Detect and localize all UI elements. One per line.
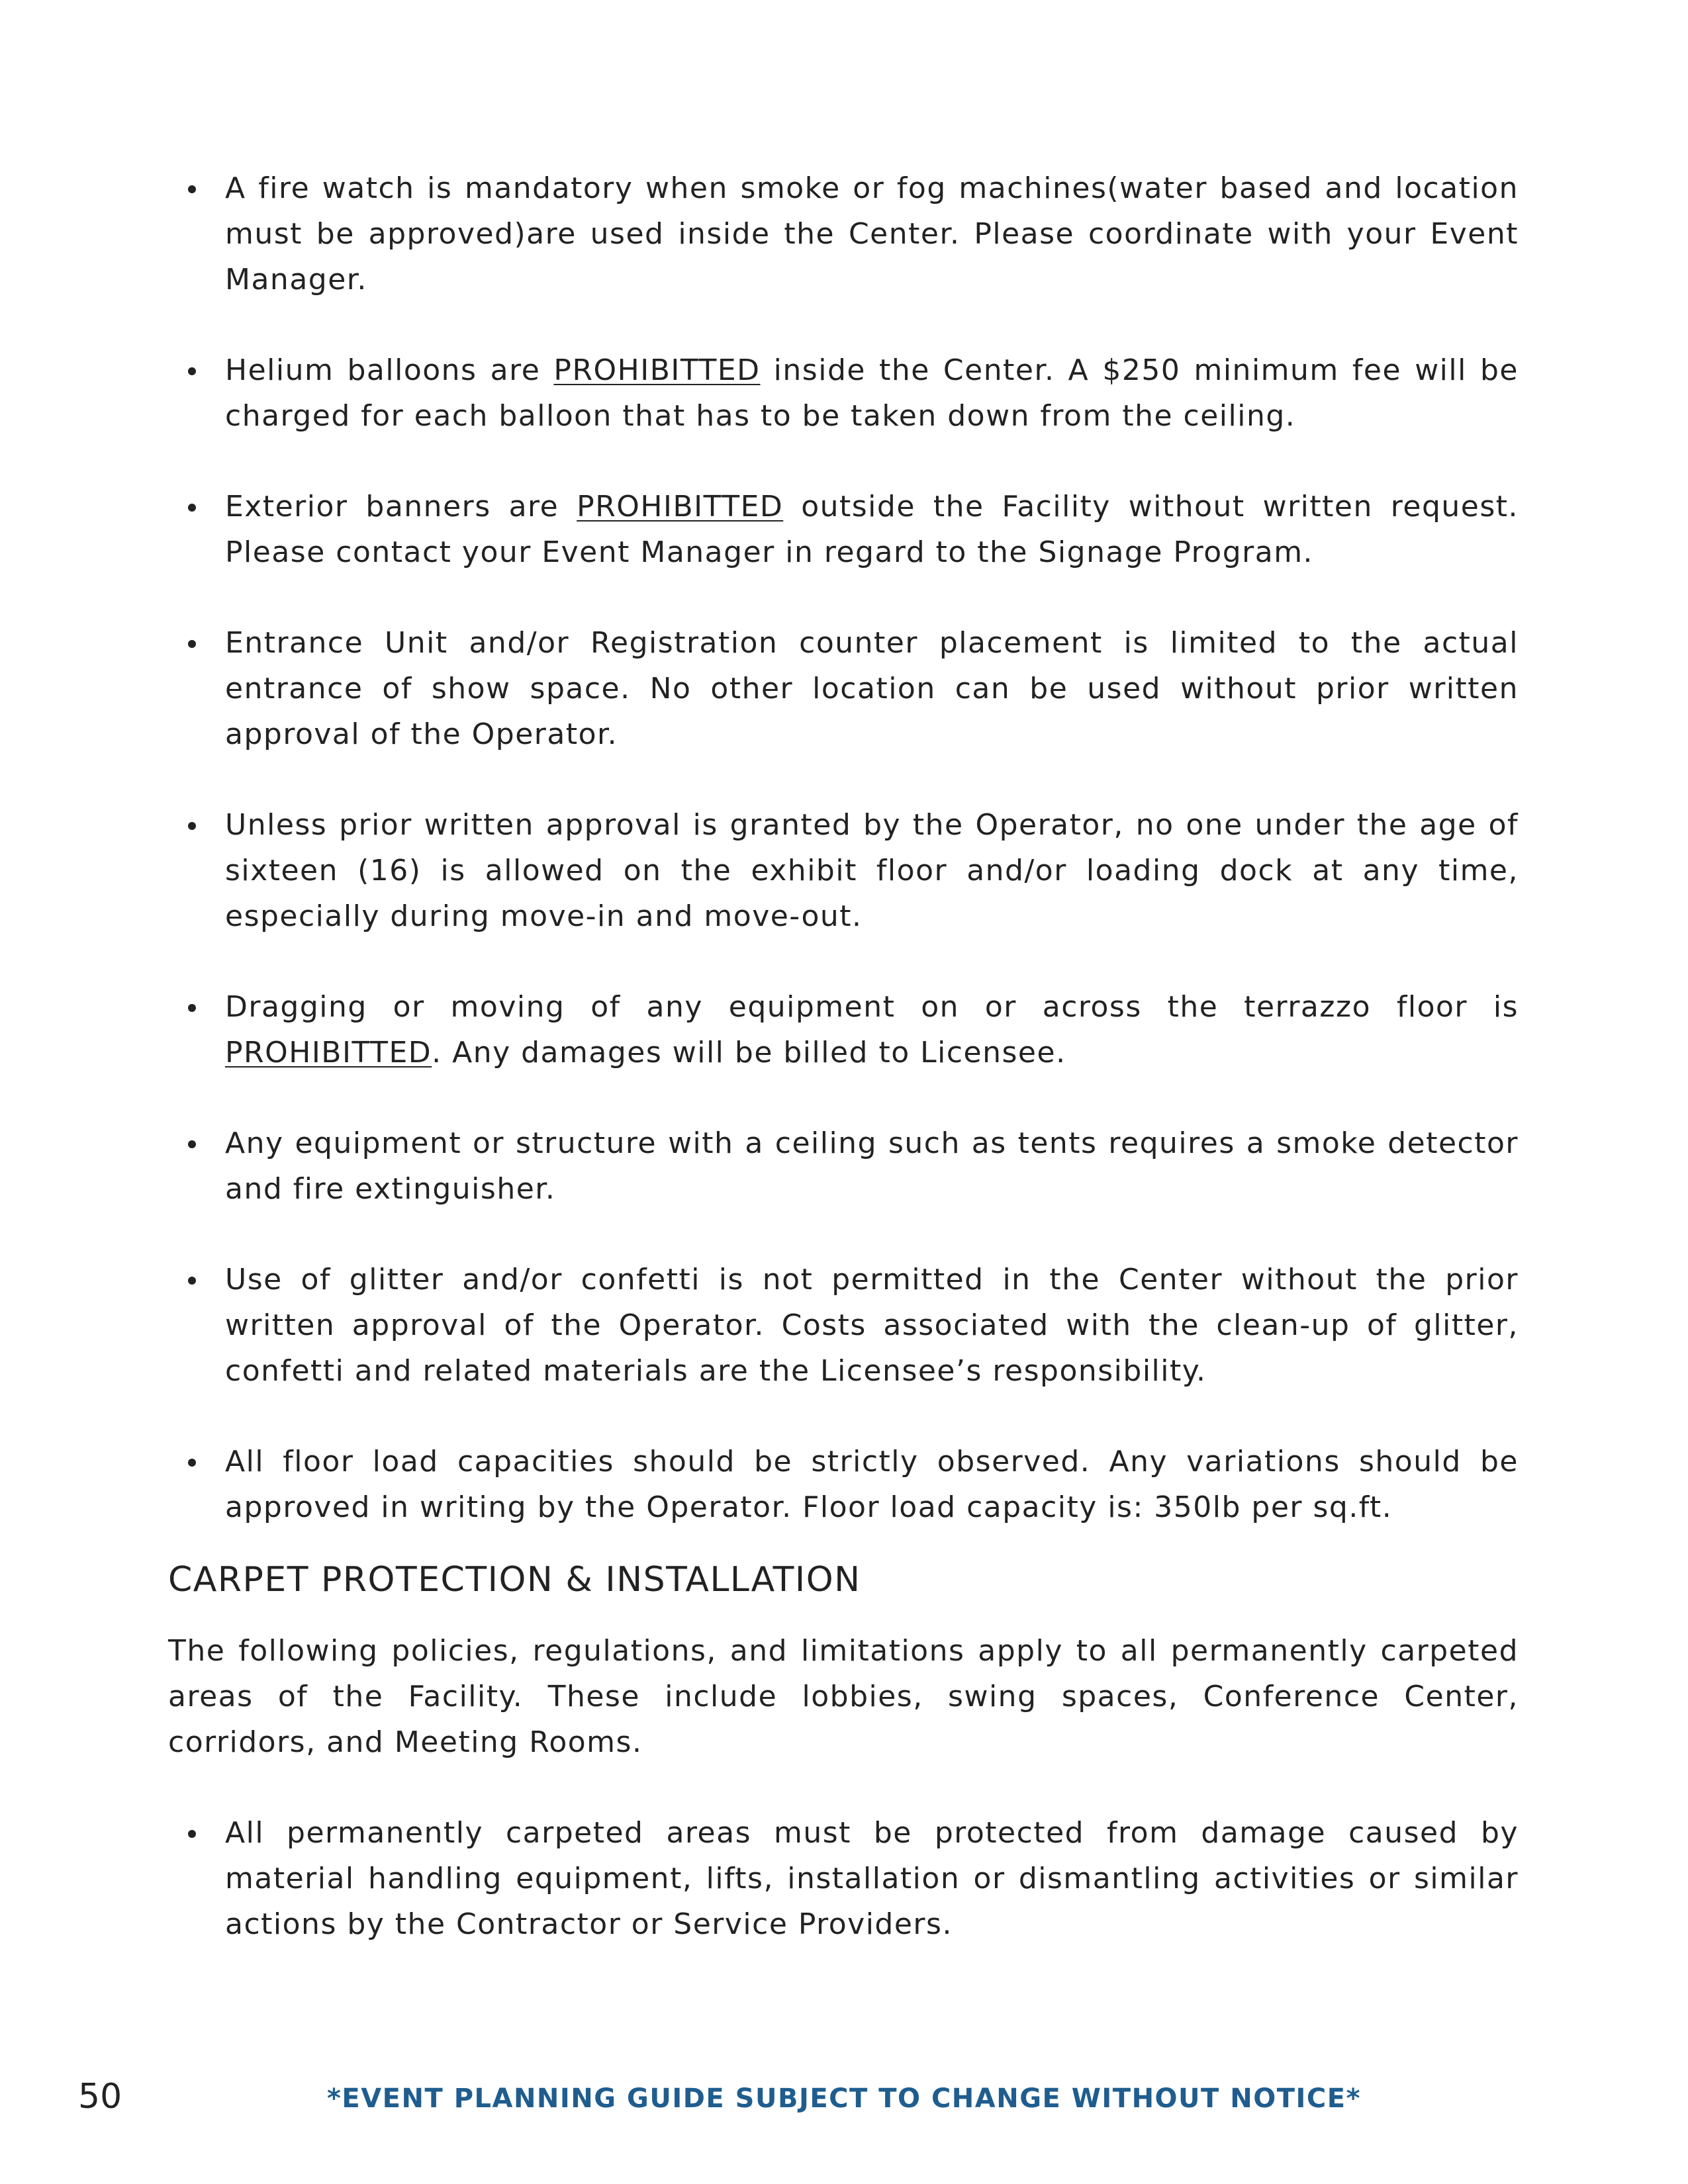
page-number: 50 [78, 2077, 122, 2116]
emphasis-text: PROHIBITTED [577, 490, 784, 523]
bullet-icon [188, 1140, 196, 1148]
bullet-icon [188, 1459, 196, 1467]
list-item [168, 620, 1519, 757]
emphasis-text: PROHIBITTED [225, 1036, 432, 1069]
bullet-icon [188, 1004, 196, 1012]
list-item [168, 165, 1519, 302]
bullet-icon [188, 367, 196, 375]
list-item [168, 984, 1519, 1075]
item-text: A fire watch is mandatory when smoke or fog machines(water based and location must be approved)are used inside the Center. Please coordinate with your Event Manager. [225, 171, 1519, 296]
item-text: inside the Center. A $250 minimum fee will be charged for each balloon that has to be taken down from the ceiling. [225, 353, 1519, 433]
bullet-icon [188, 504, 196, 512]
item-text: Entrance Unit and/or Registration counter placement is limited to the actual entrance of show space. No other location can be used without prior written approval of the Operator. [225, 626, 1519, 751]
bullet-icon [188, 640, 196, 648]
carpet-rules-list [168, 1810, 1519, 1947]
item-text: Helium balloons are [225, 353, 554, 387]
item-text: . Any damages will be billed to Licensee. [432, 1036, 1066, 1069]
list-item [168, 1257, 1519, 1394]
item-text: Any equipment or structure with a ceiling such as tents requires a smoke detector and fire extinguisher. [225, 1126, 1519, 1206]
list-item [168, 1810, 1519, 1947]
item-text: All permanently carpeted areas must be protected from damage caused by material handling equipment, lifts, installation or dismantling activities or similar actions by the Contractor or Service Providers. [225, 1816, 1519, 1941]
footer-disclaimer: *EVENT PLANNING GUIDE SUBJECT TO CHANGE WITHOUT NOTICE* [326, 2083, 1361, 2114]
bullet-icon [188, 185, 196, 193]
page-content [168, 165, 1519, 1947]
rules-list [168, 165, 1519, 1530]
item-text: Unless prior written approval is granted by the Operator, no one under the age of sixteen (16) is allowed on the exhibit floor and/or loading dock at any time, especially during move-in and move-out. [225, 808, 1519, 933]
item-text: Exterior banners are [225, 490, 577, 523]
bullet-icon [188, 1277, 196, 1285]
emphasis-text: PROHIBITTED [553, 353, 761, 387]
list-item [168, 484, 1519, 575]
item-text: outside the Facility without written request. Please contact your Event Manager in regard to the Signage Program. [225, 490, 1519, 569]
bullet-icon [188, 822, 196, 830]
section-intro: The following policies, regulations, and limitations apply to all permanently carpeted areas of the Facility. These include lobbies, swing spaces, Conference Center, corridors, and Meeting Rooms. [168, 1634, 1519, 1759]
list-item [168, 1120, 1519, 1212]
section-title: CARPET PROTECTION & INSTALLATION [168, 1560, 861, 1600]
list-item [168, 802, 1519, 939]
list-item [168, 1439, 1519, 1530]
item-text: All floor load capacities should be strictly observed. Any variations should be approved in writing by the Operator. Floor load capacity is: 350lb per sq.ft. [225, 1445, 1519, 1524]
item-text: Use of glitter and/or confetti is not permitted in the Center without the prior written approval of the Operator. Costs associated with the clean-up of glitter, confetti and related materials are the Licensee’s responsibility. [225, 1263, 1519, 1388]
list-item [168, 347, 1519, 439]
item-text: Dragging or moving of any equipment on or across the terrazzo floor is [225, 990, 1519, 1024]
bullet-icon [188, 1830, 196, 1838]
